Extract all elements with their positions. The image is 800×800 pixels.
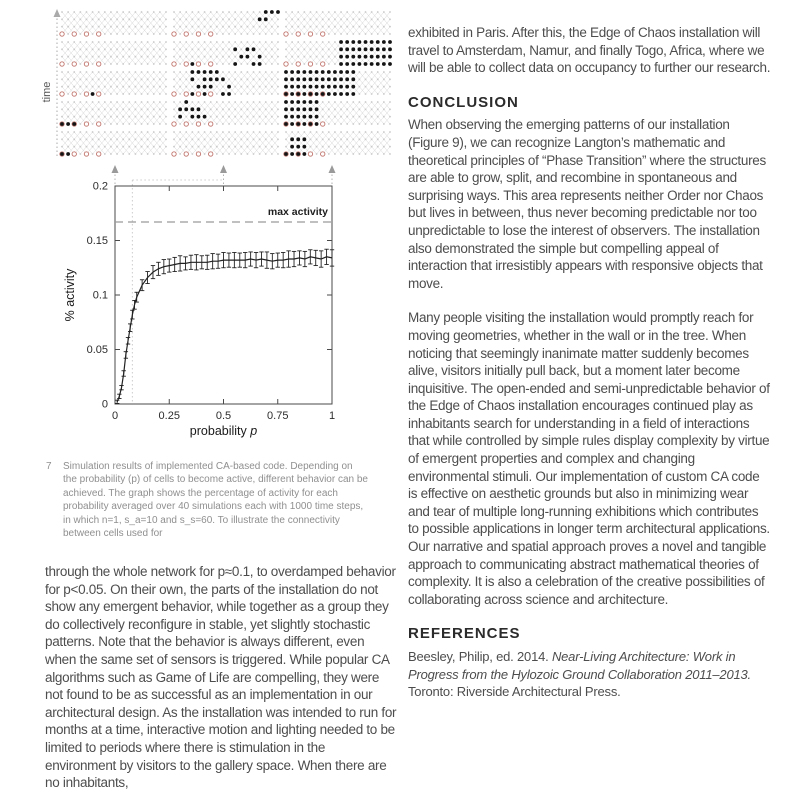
active-cell <box>284 100 288 104</box>
sensor-cell <box>209 32 213 36</box>
active-cell <box>358 40 362 44</box>
sensor-cell <box>72 62 76 66</box>
active-cell <box>382 40 386 44</box>
sensor-cell <box>72 152 76 156</box>
active-cell <box>203 70 207 74</box>
sensor-cell <box>97 122 101 126</box>
active-cell <box>258 62 262 66</box>
active-cell <box>315 115 319 119</box>
active-cell <box>190 77 194 81</box>
up-arrow-icon <box>220 165 227 173</box>
active-cell <box>333 85 337 89</box>
active-cell <box>315 92 319 96</box>
x-tick-label: 0.5 <box>215 410 232 422</box>
active-cell <box>339 85 343 89</box>
x-axis-label: probability p <box>189 424 258 438</box>
active-cell <box>284 122 288 126</box>
active-cell <box>284 107 288 111</box>
active-cell <box>233 47 237 51</box>
active-cell <box>302 115 306 119</box>
active-cell <box>246 47 250 51</box>
active-cell <box>345 62 349 66</box>
activity-curve <box>117 257 332 402</box>
x-tick-label: 1 <box>328 410 336 422</box>
active-cell <box>382 62 386 66</box>
sensor-cell <box>196 122 200 126</box>
active-cell <box>388 40 392 44</box>
active-cell <box>296 152 300 156</box>
active-cell <box>252 47 256 51</box>
time-axis-arrow-icon <box>54 9 61 17</box>
active-cell <box>370 40 374 44</box>
sensor-cell <box>284 62 288 66</box>
y-tick-label: 0.2 <box>92 180 108 193</box>
active-cell <box>345 47 349 51</box>
active-cell <box>296 107 300 111</box>
active-cell <box>370 62 374 66</box>
figure-caption-text: Simulation results of implemented CA-based code. Depending on the probability (p) of cells to become active, different behavior can be achieved. The graph shows the percentage of activity for each probability averaged over 40 simulations each with 1000 time steps, in which n=1, s_a=10 and s_s=60. To illustrate the connectivity between cells used for <box>63 461 368 540</box>
sensor-cell <box>209 122 213 126</box>
active-cell <box>276 10 280 14</box>
sensor-cell <box>196 62 200 66</box>
active-cell <box>290 152 294 156</box>
active-cell <box>370 47 374 51</box>
sensor-cell <box>84 92 88 96</box>
active-cell <box>388 62 392 66</box>
sensor-cell <box>321 122 325 126</box>
sensor-cell <box>196 92 200 96</box>
x-tick-label: 0.25 <box>158 410 180 422</box>
active-cell <box>339 77 343 81</box>
active-cell <box>296 70 300 74</box>
active-cell <box>351 85 355 89</box>
active-cell <box>364 40 368 44</box>
active-cell <box>197 85 201 89</box>
active-cell <box>339 55 343 59</box>
active-cell <box>197 115 201 119</box>
sensor-cell <box>172 32 176 36</box>
sensor-cell <box>84 32 88 36</box>
ca-panel <box>284 11 391 36</box>
active-cell <box>284 70 288 74</box>
active-cell <box>209 70 213 74</box>
active-cell <box>290 77 294 81</box>
active-cell <box>376 62 380 66</box>
ca-panel <box>284 70 391 96</box>
active-cell <box>264 10 268 14</box>
active-cell <box>315 100 319 104</box>
sensor-cell <box>84 152 88 156</box>
active-cell <box>388 47 392 51</box>
conclusion-heading: CONCLUSION <box>408 93 519 111</box>
active-cell <box>358 47 362 51</box>
sensor-cell <box>184 62 188 66</box>
active-cell <box>178 107 182 111</box>
sensor-cell <box>60 32 64 36</box>
paragraph-travel: exhibited in Paris. After this, the Edge of Chaos installation will travel to Amsterdam, Namur, and finally Togo, Africa, where we will be able to collect data on occupancy to further our research. <box>408 25 771 76</box>
active-cell <box>339 70 343 74</box>
active-cell <box>258 55 262 59</box>
active-cell <box>296 92 300 96</box>
ca-lattice-figure <box>40 6 400 164</box>
active-cell <box>345 85 349 89</box>
active-cell <box>327 77 331 81</box>
ca-panel <box>284 131 391 156</box>
sensor-cell <box>209 92 213 96</box>
active-cell <box>345 40 349 44</box>
active-cell <box>370 55 374 59</box>
paragraph-conclusion-1: When observing the emerging patterns of our installation (Figure 9), we can recognize Langton’s mathematic and theoretical principles of “Phase Transition” where the structures are able to grow, split, and recombine in spontaneous and surprising ways. This area represents neither Order nor Chaos but lives in between, thus never becoming predictable nor too unpredictable to lose the interest of observers. The installation also demonstrated the simple but compelling appeal of interaction that irresistibly appears with responsive objects that move. <box>408 117 766 291</box>
active-cell <box>66 122 70 126</box>
active-cell <box>309 122 313 126</box>
active-cell <box>296 115 300 119</box>
active-cell <box>296 85 300 89</box>
active-cell <box>327 85 331 89</box>
x-tick-label: 0 <box>111 410 119 422</box>
ca-panel <box>172 70 279 96</box>
ca-panel <box>60 71 167 96</box>
active-cell <box>296 100 300 104</box>
sensor-cell <box>196 32 200 36</box>
ca-panel <box>284 40 392 66</box>
sensor-cell <box>60 62 64 66</box>
max-activity-label: max activity <box>267 205 328 218</box>
active-cell <box>246 55 250 59</box>
active-cell <box>333 77 337 81</box>
active-cell <box>302 145 306 149</box>
active-cell <box>358 62 362 66</box>
active-cell <box>351 92 355 96</box>
active-cell <box>315 122 319 126</box>
paragraph-conclusion-2: Many people visiting the installation would promptly reach for moving geometries, whether in the wall or in the tree. When noticing that seemingly inanimate matter suddenly becomes alive, visitors initially pull back, but a moment later become inquisitive. The open-ended and semi-unpredictable behavior of the Edge of Chaos installation encourages continued play as inhabitants search for understanding in a field of interactions that while controlled by simple rules display complexity by virtue of emergent properties and complex and changing environmental stimuli. Our implementation of custom CA code is effective on aesthetic grounds but also in minimizing wear and tear of multiple long-running exhibitions which contributes to possible applications in longer term architectural applications. Our narrative and spatial approach proves a novel and tangible approach to communicating abstract mathematical theories of complexity. It is also a celebration of the creative possibilities of collaborating across science and architecture. <box>408 310 770 607</box>
sensor-cell <box>184 152 188 156</box>
sensor-cell <box>196 152 200 156</box>
active-cell <box>302 92 306 96</box>
active-cell <box>60 152 64 156</box>
active-cell <box>315 70 319 74</box>
time-axis-label: time <box>41 81 53 103</box>
reference-entry <box>408 648 772 701</box>
active-cell <box>284 92 288 96</box>
active-cell <box>190 62 194 66</box>
active-cell <box>351 40 355 44</box>
sensor-cell <box>321 62 325 66</box>
active-cell <box>321 77 325 81</box>
right-column <box>408 24 772 701</box>
sensor-cell <box>209 62 213 66</box>
active-cell <box>252 62 256 66</box>
y-tick-label: 0.15 <box>86 235 108 247</box>
active-cell <box>72 122 76 126</box>
sensor-cell <box>84 62 88 66</box>
ca-panel <box>284 100 391 126</box>
active-cell <box>339 47 343 51</box>
active-cell <box>376 55 380 59</box>
active-cell <box>190 115 194 119</box>
active-cell <box>284 77 288 81</box>
active-cell <box>339 40 343 44</box>
active-cell <box>296 137 300 141</box>
active-cell <box>215 70 219 74</box>
active-cell <box>315 77 319 81</box>
active-cell <box>309 100 313 104</box>
active-cell <box>302 85 306 89</box>
left-column-body: through the whole network for p≈0.1, to overdamped behavior for p<0.05. On their own, the parts of the installation do not show any emergent behavior, while together as a group they do collectively reconfigure in stable, yet slightly stochastic patterns. Note that the behavior is always different, even when the same set of sensors is triggered. While popular CA algorithms such as Game of Life are compelling, they were not found to be as successful as an implementation in our architectural design. As the installation was intended to run for months at a time, interactive motion and lighting needed to be limited to periods where there is stimulation in the environment by visitors to the gallery space. When there are no inhabitants, <box>45 564 397 791</box>
ca-panel <box>172 10 280 36</box>
active-cell <box>290 137 294 141</box>
ca-panel <box>60 131 167 156</box>
active-cell <box>302 107 306 111</box>
active-cell <box>333 70 337 74</box>
active-cell <box>290 92 294 96</box>
active-cell <box>364 62 368 66</box>
active-cell <box>66 152 70 156</box>
sensor-cell <box>284 32 288 36</box>
active-cell <box>284 115 288 119</box>
active-cell <box>190 107 194 111</box>
active-cell <box>358 55 362 59</box>
active-cell <box>345 55 349 59</box>
active-cell <box>197 70 201 74</box>
sensor-cell <box>172 122 176 126</box>
plot-frame <box>115 186 332 404</box>
active-cell <box>382 47 386 51</box>
active-cell <box>239 55 243 59</box>
active-cell <box>209 85 213 89</box>
up-arrow-icon <box>329 165 336 173</box>
sensor-cell <box>97 92 101 96</box>
active-cell <box>290 100 294 104</box>
ca-panel <box>172 41 279 66</box>
sensor-cell <box>296 32 300 36</box>
y-tick-label: 0.1 <box>92 289 108 302</box>
active-cell <box>364 47 368 51</box>
active-cell <box>309 115 313 119</box>
active-cell <box>302 122 306 126</box>
active-cell <box>327 92 331 96</box>
activity-chart <box>40 163 400 453</box>
active-cell <box>351 62 355 66</box>
active-cell <box>351 55 355 59</box>
sensor-cell <box>296 62 300 66</box>
active-cell <box>315 85 319 89</box>
sensor-cell <box>321 32 325 36</box>
sensor-cell <box>72 92 76 96</box>
active-cell <box>215 77 219 81</box>
ca-panel <box>60 41 167 66</box>
active-cell <box>290 85 294 89</box>
active-cell <box>345 77 349 81</box>
active-cell <box>290 70 294 74</box>
sensor-cell <box>321 152 325 156</box>
active-cell <box>345 70 349 74</box>
sensor-cell <box>97 152 101 156</box>
sensor-cell <box>172 62 176 66</box>
y-axis-label: % activity <box>63 268 77 322</box>
active-cell <box>302 137 306 141</box>
active-cell <box>321 70 325 74</box>
active-cell <box>321 85 325 89</box>
active-cell <box>284 85 288 89</box>
sensor-cell <box>60 92 64 96</box>
active-cell <box>296 77 300 81</box>
active-cell <box>302 77 306 81</box>
sensor-cell <box>97 32 101 36</box>
active-cell <box>321 92 325 96</box>
active-cell <box>284 152 288 156</box>
active-cell <box>233 62 237 66</box>
active-cell <box>345 92 349 96</box>
sensor-cell <box>172 92 176 96</box>
y-tick-label: 0 <box>101 398 108 411</box>
ca-panel <box>60 11 167 36</box>
active-cell <box>290 115 294 119</box>
sensor-cell <box>84 122 88 126</box>
active-cell <box>351 70 355 74</box>
active-cell <box>339 92 343 96</box>
references-heading: REFERENCES <box>408 625 521 643</box>
active-cell <box>388 55 392 59</box>
active-cell <box>339 62 343 66</box>
active-cell <box>376 47 380 51</box>
x-tick-label: 0.75 <box>267 410 289 422</box>
active-cell <box>351 47 355 51</box>
active-cell <box>184 107 188 111</box>
active-cell <box>302 152 306 156</box>
active-cell <box>203 77 207 81</box>
active-cell <box>258 17 262 21</box>
sensor-cell <box>209 152 213 156</box>
active-cell <box>315 107 319 111</box>
active-cell <box>309 77 313 81</box>
sensor-cell <box>172 152 176 156</box>
active-cell <box>309 107 313 111</box>
active-cell <box>203 92 207 96</box>
active-cell <box>60 122 64 126</box>
active-cell <box>190 92 194 96</box>
up-arrow-icon <box>112 165 119 173</box>
reference-title: Near-Living Architecture: Work in Progress from the Hylozoic Ground Collaboration 2011–2013. <box>408 649 751 682</box>
active-cell <box>327 70 331 74</box>
figure-number: 7 <box>46 461 52 472</box>
active-cell <box>203 85 207 89</box>
active-cell <box>203 115 207 119</box>
active-cell <box>227 85 231 89</box>
reference-publisher: Toronto: Riverside Architectural Press. <box>408 684 621 700</box>
ca-panel <box>172 100 279 126</box>
active-cell <box>296 145 300 149</box>
active-cell <box>351 77 355 81</box>
active-cell <box>221 92 225 96</box>
active-cell <box>309 92 313 96</box>
sensor-cell <box>184 32 188 36</box>
sensor-cell <box>72 32 76 36</box>
active-cell <box>290 122 294 126</box>
sensor-cell <box>184 92 188 96</box>
active-cell <box>290 145 294 149</box>
ca-panel <box>60 101 167 126</box>
figure-caption <box>46 460 368 540</box>
sensor-cell <box>308 62 312 66</box>
active-cell <box>209 77 213 81</box>
sensor-cell <box>97 62 101 66</box>
active-cell <box>302 100 306 104</box>
sensor-cell <box>308 32 312 36</box>
active-cell <box>184 100 188 104</box>
active-cell <box>227 92 231 96</box>
active-cell <box>302 70 306 74</box>
active-cell <box>309 70 313 74</box>
active-cell <box>190 70 194 74</box>
active-cell <box>270 10 274 14</box>
active-cell <box>296 122 300 126</box>
active-cell <box>364 55 368 59</box>
active-cell <box>221 77 225 81</box>
active-cell <box>178 115 182 119</box>
active-cell <box>376 40 380 44</box>
active-cell <box>309 85 313 89</box>
y-tick-label: 0.05 <box>86 344 108 356</box>
active-cell <box>91 92 95 96</box>
active-cell <box>290 107 294 111</box>
ca-panel <box>172 131 279 156</box>
sensor-cell <box>308 152 312 156</box>
active-cell <box>382 55 386 59</box>
sensor-cell <box>184 122 188 126</box>
active-cell <box>197 107 201 111</box>
active-cell <box>264 17 268 21</box>
reference-authors: Beesley, Philip, ed. 2014. <box>408 649 552 664</box>
active-cell <box>333 92 337 96</box>
